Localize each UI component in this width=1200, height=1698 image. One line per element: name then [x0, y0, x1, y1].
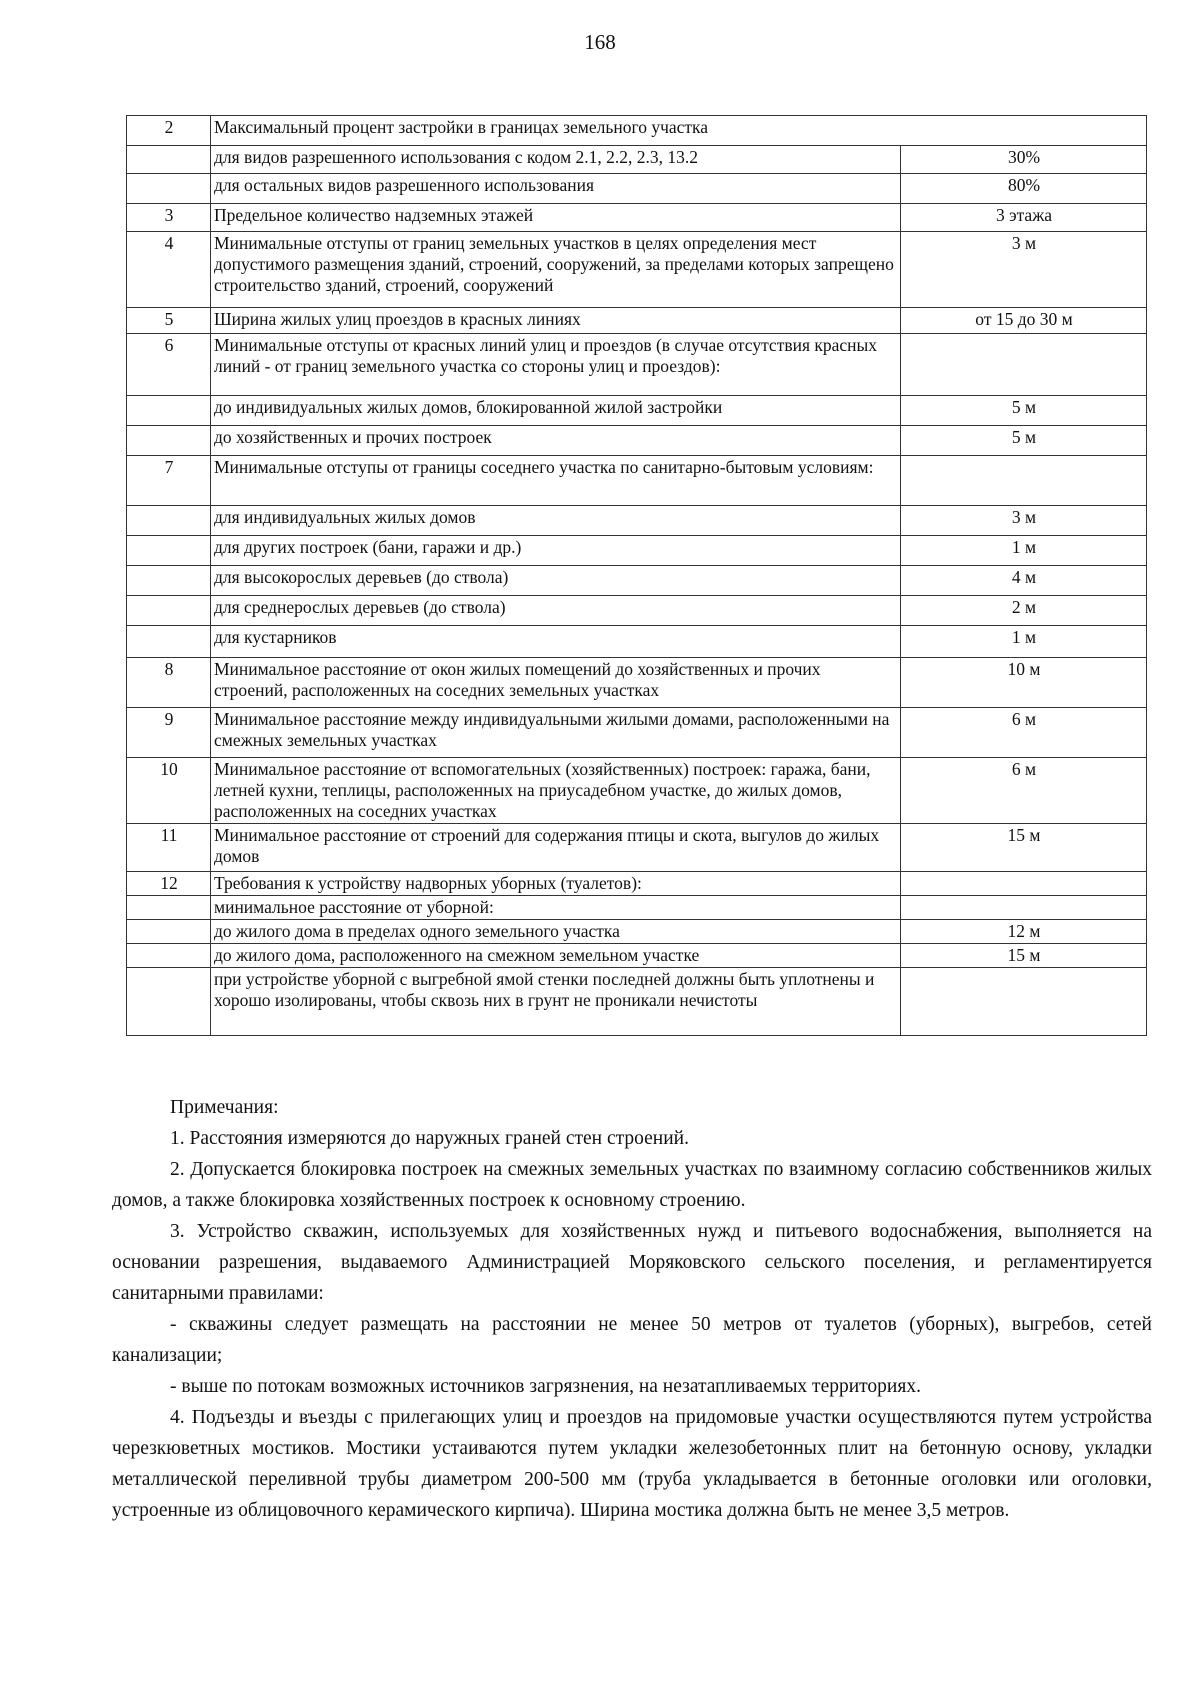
row-number: [127, 968, 211, 1036]
row-text: до жилого дома, расположенного на смежном земельном участке: [211, 944, 901, 968]
table-row: [127, 896, 1147, 920]
row-number: [127, 944, 211, 968]
row-number: 4: [127, 232, 211, 308]
row-value: 3 м: [901, 232, 1147, 308]
row-text: минимальное расстояние от уборной:: [211, 896, 901, 920]
row-text: для других построек (бани, гаражи и др.): [211, 536, 901, 566]
table-row: [127, 566, 1147, 596]
row-number: 6: [127, 334, 211, 396]
row-text: Минимальное расстояние от окон жилых помещений до хозяйственных и прочих строений, расположенных на соседних земельных участках: [211, 658, 901, 708]
table-row: [127, 456, 1147, 506]
row-value: [901, 456, 1147, 506]
table-row: [127, 174, 1147, 204]
row-text: для среднерослых деревьев (до ствола): [211, 596, 901, 626]
table-row: [127, 708, 1147, 758]
row-value: 12 м: [901, 920, 1147, 944]
table-row: [127, 204, 1147, 232]
regulations-table: [126, 115, 1147, 1036]
table-row: [127, 968, 1147, 1036]
row-value: 10 м: [901, 658, 1147, 708]
row-value: [901, 872, 1147, 896]
table-row: [127, 146, 1147, 174]
page-number: 168: [584, 30, 616, 54]
row-value: [901, 896, 1147, 920]
row-value: 15 м: [901, 944, 1147, 968]
row-text: Минимальное расстояние от строений для содержания птицы и скота, выгулов до жилых домов: [211, 824, 901, 872]
row-value: 3 этажа: [901, 204, 1147, 232]
row-value: от 15 до 30 м: [901, 308, 1147, 334]
row-text: Требования к устройству надворных уборных (туалетов):: [211, 872, 901, 896]
row-text: Максимальный процент застройки в границах земельного участка: [211, 116, 1147, 146]
table-row: [127, 334, 1147, 396]
table-row: [127, 506, 1147, 536]
row-text: до жилого дома в пределах одного земельного участка: [211, 920, 901, 944]
table-row: [127, 426, 1147, 456]
table-row: [127, 658, 1147, 708]
row-value: 5 м: [901, 396, 1147, 426]
row-text: для индивидуальных жилых домов: [211, 506, 901, 536]
row-text: Минимальные отступы от красных линий улиц и проездов (в случае отсутствия красных линий - от границ земельного участка со стороны улиц и проездов):: [211, 334, 901, 396]
row-value: 1 м: [901, 536, 1147, 566]
row-value: 80%: [901, 174, 1147, 204]
note-item: - выше по потокам возможных источников загрязнения, на незатапливаемых территориях.: [170, 1376, 921, 1397]
row-text: для кустарников: [211, 626, 901, 658]
row-text: Ширина жилых улиц проездов в красных линиях: [211, 308, 901, 334]
note-item: 3. Устройство скважин, используемых для хозяйственных нужд и питьевого водоснабжения, выполняется на основании разрешения, выдаваемого Администрацией Моряковского сельского поселения, и регламентируется санитарными правилами:: [112, 1221, 1152, 1304]
notes-title: Примечания:: [170, 1097, 279, 1118]
row-value: 15 м: [901, 824, 1147, 872]
row-text: для остальных видов разрешенного использования: [211, 174, 901, 204]
table-row: [127, 232, 1147, 308]
row-text: для высокорослых деревьев (до ствола): [211, 566, 901, 596]
row-number: [127, 506, 211, 536]
row-value: [901, 968, 1147, 1036]
row-number: [127, 626, 211, 658]
row-number: 2: [127, 116, 211, 146]
row-number: [127, 174, 211, 204]
row-number: [127, 146, 211, 174]
row-text: до индивидуальных жилых домов, блокированной жилой застройки: [211, 396, 901, 426]
row-text: Минимальное расстояние от вспомогательных (хозяйственных) построек: гаража, бани, летней кухни, теплицы, расположенных на приусадебном участке, до жилых домов, расположенных на соседних участках: [211, 758, 901, 824]
row-value: [901, 334, 1147, 396]
table-row: [127, 920, 1147, 944]
row-number: 11: [127, 824, 211, 872]
row-number: [127, 536, 211, 566]
note-item: - скважины следует размещать на расстоянии не менее 50 метров от туалетов (уборных), выгребов, сетей канализации;: [112, 1314, 1152, 1366]
row-number: 3: [127, 204, 211, 232]
row-text: Минимальные отступы от границы соседнего участка по санитарно-бытовым условиям:: [211, 456, 901, 506]
row-value: 4 м: [901, 566, 1147, 596]
row-number: 10: [127, 758, 211, 824]
row-number: [127, 896, 211, 920]
row-number: [127, 920, 211, 944]
row-number: 12: [127, 872, 211, 896]
row-text: при устройстве уборной с выгребной ямой стенки последней должны быть уплотнены и хорошо изолированы, чтобы сквозь них в грунт не проникали нечистоты: [211, 968, 901, 1036]
row-value: 5 м: [901, 426, 1147, 456]
row-number: [127, 566, 211, 596]
table-row: [127, 308, 1147, 334]
table-row: [127, 872, 1147, 896]
row-text: Минимальное расстояние между индивидуальными жилыми домами, расположенными на смежных земельных участках: [211, 708, 901, 758]
row-number: [127, 596, 211, 626]
row-text: Предельное количество надземных этажей: [211, 204, 901, 232]
note-item: 4. Подъезды и въезды с прилегающих улиц и проездов на придомовые участки осуществляются путем устройства черезкюветных мостиков. Мостики устаиваются путем укладки железобетонных плит на бетонную основу, укладки металлической переливной трубы диаметром 200-500 мм (труба укладывается в бетонные оголовки или оголовки, устроенные из облицовочного керамического кирпича). Ширина мостика должна быть не менее 3,5 метров.: [112, 1407, 1152, 1521]
row-value: 30%: [901, 146, 1147, 174]
row-number: [127, 396, 211, 426]
note-item: 1. Расстояния измеряются до наружных граней стен строений.: [170, 1128, 689, 1149]
row-number: [127, 426, 211, 456]
row-number: 7: [127, 456, 211, 506]
table-row: [127, 824, 1147, 872]
row-value: 6 м: [901, 758, 1147, 824]
table-row: [127, 758, 1147, 824]
table-row: [127, 596, 1147, 626]
note-item: 2. Допускается блокировка построек на смежных земельных участках по взаимному согласию собственников жилых домов, а также блокировка хозяйственных построек к основному строению.: [112, 1159, 1152, 1211]
row-value: 3 м: [901, 506, 1147, 536]
table-row: [127, 396, 1147, 426]
notes-section: [112, 1092, 1152, 1526]
row-number: 9: [127, 708, 211, 758]
row-value: 6 м: [901, 708, 1147, 758]
row-value: 2 м: [901, 596, 1147, 626]
table-row: [127, 626, 1147, 658]
row-value: 1 м: [901, 626, 1147, 658]
table-row: [127, 116, 1147, 146]
table-row: [127, 536, 1147, 566]
row-text: до хозяйственных и прочих построек: [211, 426, 901, 456]
row-number: 8: [127, 658, 211, 708]
row-text: Минимальные отступы от границ земельных участков в целях определения мест допустимого размещения зданий, строений, сооружений, за пределами которых запрещено строительство зданий, строений, сооружений: [211, 232, 901, 308]
row-number: 5: [127, 308, 211, 334]
table-row: [127, 944, 1147, 968]
row-text: для видов разрешенного использования с кодом 2.1, 2.2, 2.3, 13.2: [211, 146, 901, 174]
